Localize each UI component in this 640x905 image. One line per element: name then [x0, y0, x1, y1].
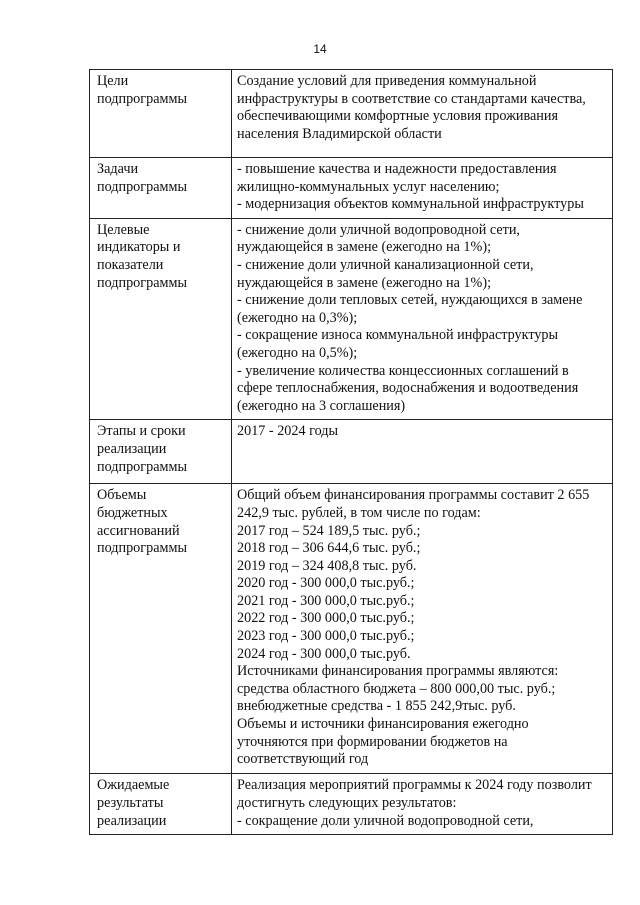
row-content-line: сфере теплоснабжения, водоснабжения и водоотведения: [237, 380, 579, 397]
row-content-cell: [232, 70, 613, 158]
table-row-stages: [90, 420, 613, 484]
row-content-line: Реализация мероприятий программы к 2024 году позволит: [237, 777, 592, 794]
row-label-line: Задачи: [97, 161, 139, 177]
row-content-line: - снижение доли уличной водопроводной сети,: [237, 221, 520, 238]
page-number: 14: [313, 42, 327, 56]
table-row-funding: [90, 484, 613, 774]
row-content-line: (ежегодно на 0,5%);: [237, 344, 358, 361]
row-content-line: 2017 год – 524 189,5 тыс. руб.;: [237, 522, 421, 539]
row-content-cell: [232, 484, 613, 774]
row-content-line: - увеличение количества концессионных соглашений в: [237, 362, 569, 379]
row-content-cell: [232, 420, 613, 484]
row-label-line: результаты: [97, 794, 164, 811]
row-label-line: Объемы: [97, 487, 147, 504]
row-content-line: 2024 год - 300 000,0 тыс.руб.: [237, 645, 411, 662]
row-label-line: подпрограммы: [97, 178, 187, 195]
row-content-line: - снижение доли уличной канализационной сети,: [237, 256, 534, 273]
row-content-cell: [232, 774, 613, 835]
row-content-line: 2023 год - 300 000,0 тыс.руб.;: [237, 628, 415, 645]
row-content-line: - сокращение доли уличной водопроводной сети,: [237, 812, 534, 829]
row-content-line: 2022 год - 300 000,0 тыс.руб.;: [237, 610, 415, 627]
row-content-line: Источниками финансирования программы являются:: [237, 663, 559, 680]
row-content-line: обеспечивающими комфортные условия проживания: [237, 108, 558, 125]
row-content-line: внебюджетные средства - 1 855 242,9тыс. руб.: [237, 698, 516, 715]
row-label-cell: [90, 484, 232, 774]
row-content-line: населения Владимирской области: [237, 125, 442, 142]
row-label-line: подпрограммы: [97, 540, 187, 557]
row-content-line: нуждающейся в замене (ежегодно на 1%);: [237, 239, 492, 256]
row-content-line: 2019 год – 324 408,8 тыс. руб.: [237, 557, 417, 574]
row-content-line: инфраструктуры в соответствие со стандартами качества,: [237, 90, 586, 107]
row-content-line: средства областного бюджета – 800 000,00 тыс. руб.;: [237, 680, 556, 697]
row-label-line: ассигнований: [97, 522, 180, 539]
row-label-line: подпрограммы: [97, 458, 187, 475]
row-label-line: показатели: [97, 256, 164, 273]
row-label-line: бюджетных: [97, 504, 168, 521]
row-label-line: реализации: [97, 440, 167, 457]
table-row-goals: [90, 70, 613, 158]
row-label-line: реализации: [97, 812, 167, 829]
row-content-line: Общий объем финансирования программы составит 2 655: [237, 487, 590, 504]
program-passport-table: [89, 69, 613, 835]
row-content-line: соответствующий год: [237, 751, 369, 768]
row-content-line: нуждающейся в замене (ежегодно на 1%);: [237, 274, 492, 291]
row-label-cell: [90, 218, 232, 420]
row-label-line: Целевые: [97, 221, 150, 238]
row-content-line: уточняются при формировании бюджетов на: [237, 733, 508, 750]
row-content-line: (ежегодно на 3 соглашения): [237, 397, 406, 414]
row-content-line: жилищно-коммунальных услуг населению;: [237, 178, 500, 195]
row-content-line: достигнуть следующих результатов:: [237, 794, 457, 811]
table-row-indicators: [90, 218, 613, 420]
row-content-line: 242,9 тыс. рублей, в том числе по годам:: [237, 504, 481, 521]
row-content-line: - сокращение износа коммунальной инфраструктуры: [237, 327, 559, 344]
row-label-line: подпрограммы: [97, 90, 187, 107]
row-content-line: Объемы и источники финансирования ежегодно: [237, 716, 529, 733]
row-label-cell: [90, 774, 232, 835]
row-content-line: - повышение качества и надежности предоставления: [237, 161, 557, 177]
row-content-cell: [232, 158, 613, 219]
row-content-line: 2018 год – 306 644,6 тыс. руб.;: [237, 540, 421, 557]
row-content-line: 2017 - 2024 годы: [237, 423, 339, 440]
row-label-line: Ожидаемые: [97, 777, 170, 794]
row-content-line: 2021 год - 300 000,0 тыс.руб.;: [237, 592, 415, 609]
row-label-cell: [90, 420, 232, 484]
row-content-cell: [232, 218, 613, 420]
row-content-line: Создание условий для приведения коммунальной: [237, 73, 537, 89]
row-content-line: - снижение доли тепловых сетей, нуждающихся в замене: [237, 292, 583, 309]
row-label-line: Этапы и сроки: [97, 423, 186, 440]
row-label-line: индикаторы и: [97, 239, 181, 256]
row-label-line: подпрограммы: [97, 274, 187, 291]
row-label-line: Цели: [97, 73, 129, 89]
row-content-line: - модернизация объектов коммунальной инфраструктуры: [237, 196, 584, 213]
table-row-tasks: [90, 158, 613, 219]
table-row-results: [90, 774, 613, 835]
row-content-line: (ежегодно на 0,3%);: [237, 309, 358, 326]
table-body: [90, 70, 613, 835]
row-label-cell: [90, 158, 232, 219]
row-label-cell: [90, 70, 232, 158]
row-content-line: 2020 год - 300 000,0 тыс.руб.;: [237, 575, 415, 592]
